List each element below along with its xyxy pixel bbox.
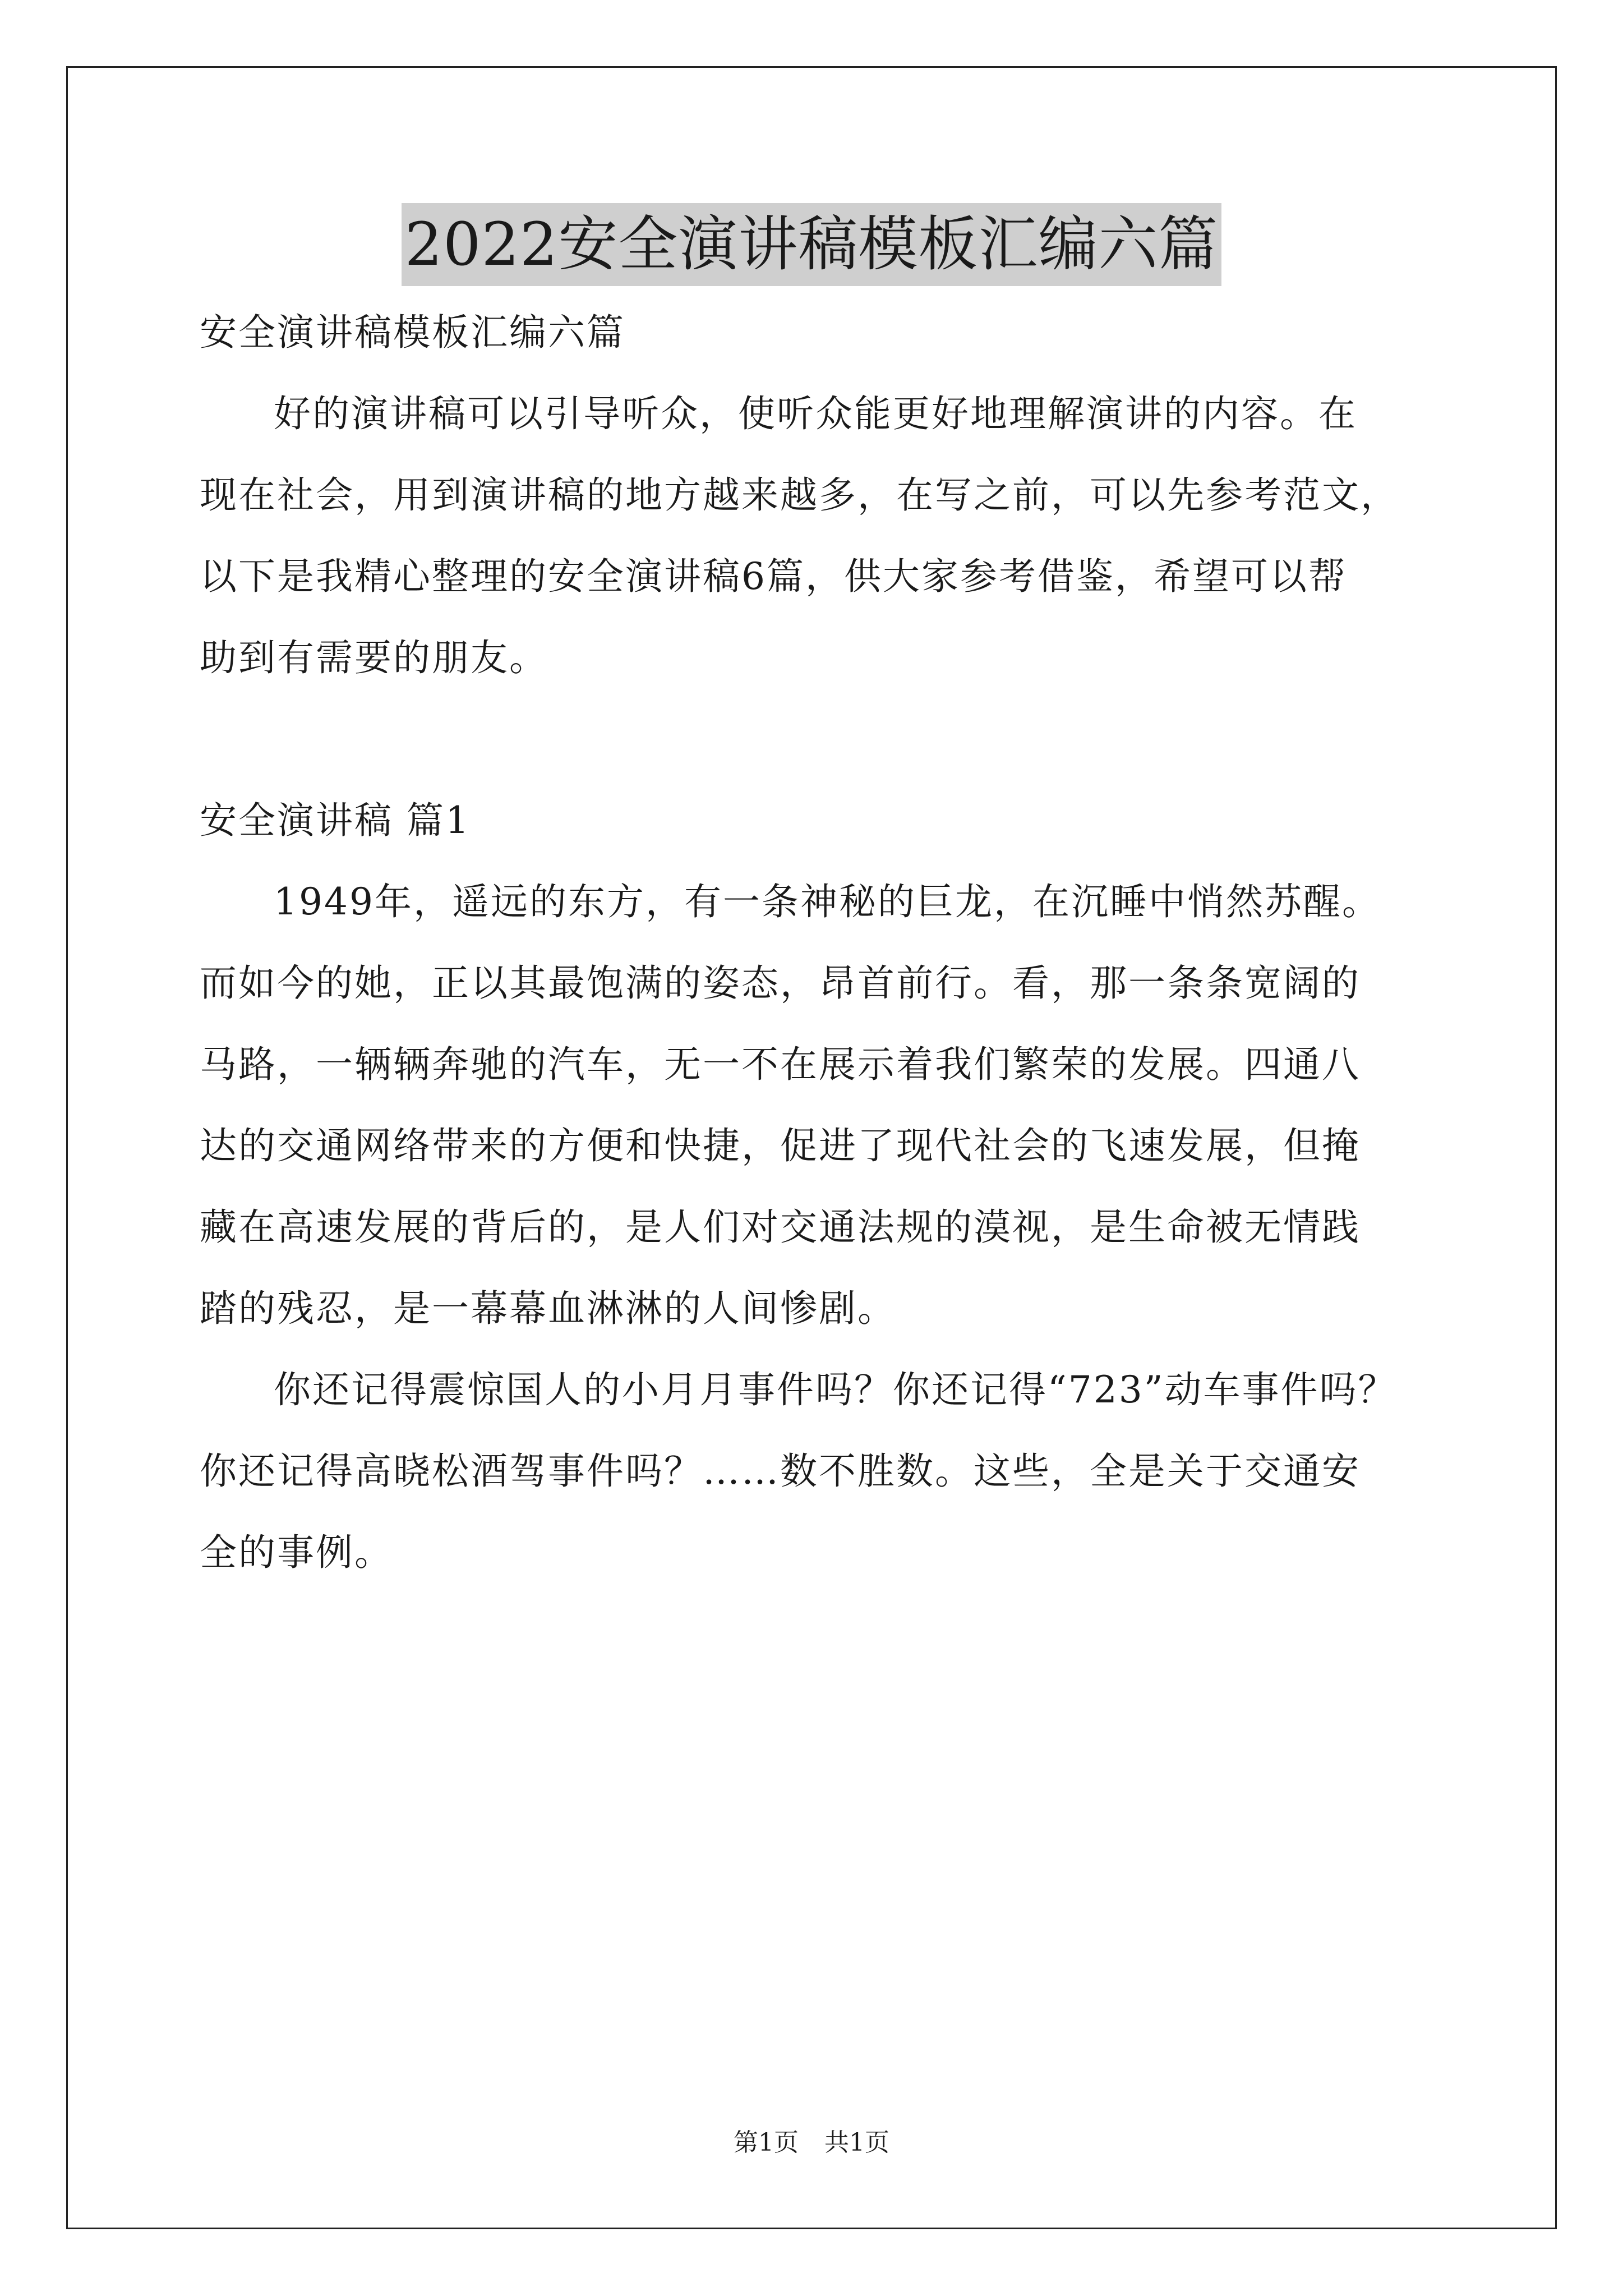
page-total: 共1页: [824, 2128, 889, 2157]
text-line: 马路，一辆辆奔驰的汽车，无一不在展示着我们繁荣的发展。四通八: [200, 1043, 1361, 1086]
text-line: 你还记得高晓松酒驾事件吗？……数不胜数。这些，全是关于交通安: [200, 1450, 1361, 1493]
text-line: 以下是我精心整理的安全演讲稿6篇，供大家参考借鉴，希望可以帮: [200, 555, 1347, 598]
text-line: 踏的残忍，是一幕幕血淋淋的人间惨剧。: [200, 1287, 896, 1330]
page-number: 第1页: [734, 2128, 799, 2157]
paragraph-gap: [200, 698, 1433, 780]
text-line: 达的交通网络带来的方便和快捷，促进了现代社会的飞速发展，但掩: [200, 1124, 1361, 1167]
text-line: 助到有需要的朋友。: [200, 636, 548, 679]
text-line: 现在社会，用到演讲稿的地方越来越多，在写之前，可以先参考范文，: [200, 473, 1399, 517]
document-title: 2022安全演讲稿模板汇编六篇: [402, 203, 1222, 286]
title-wrap: [0, 203, 1623, 286]
page-footer: [0, 2126, 1623, 2160]
text-line: 1949年，遥远的东方，有一条神秘的巨龙，在沉睡中悄然苏醒。: [274, 880, 1381, 923]
text-line: 好的演讲稿可以引导听众，使听众能更好地理解演讲的内容。在: [274, 392, 1357, 435]
text-line: 藏在高速发展的背后的，是人们对交通法规的漠视，是生命被无情践: [200, 1205, 1361, 1249]
text-line: 安全演讲稿模板汇编六篇: [200, 311, 625, 354]
text-line: 安全演讲稿 篇1: [200, 799, 471, 842]
text-line: 你还记得震惊国人的小月月事件吗？你还记得“723”动车事件吗？: [274, 1368, 1397, 1411]
text-line: 全的事例。: [200, 1531, 393, 1574]
document-body: [200, 292, 1433, 1593]
text-line: 而如今的她，正以其最饱满的姿态，昂首前行。看，那一条条宽阔的: [200, 961, 1361, 1005]
